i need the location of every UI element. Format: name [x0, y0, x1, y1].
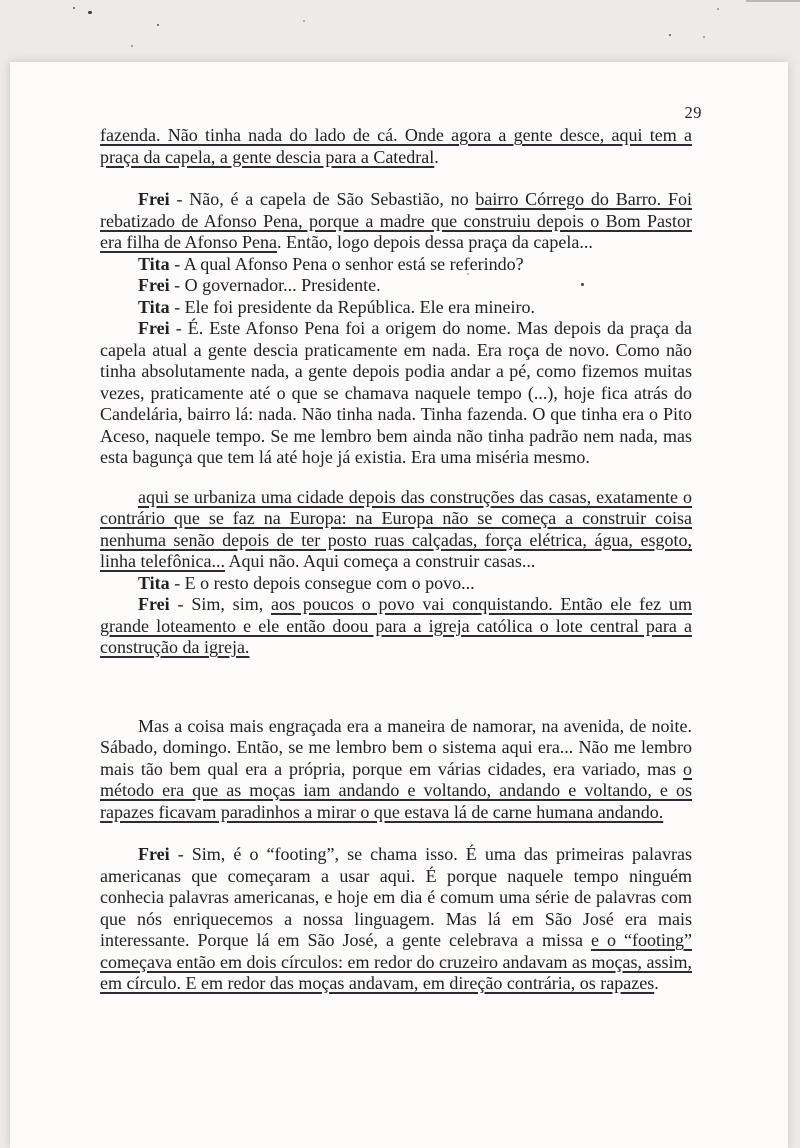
page-text: [100, 125, 692, 995]
speaker-label: Frei: [138, 318, 170, 338]
scan-speck: [717, 8, 719, 10]
speaker-label: Frei: [138, 189, 170, 209]
underlined-segment: e o “footing” começava então em dois círculos: em redor do cruzeiro andavam as moças, assim, em círculo. E em redor das moças andavam, em direção contrária, os rapazes: [100, 930, 692, 993]
text-segment: - É. Este Afonso Pena foi a origem do nome. Mas depois da praça da capela atual a gente descia praticamente em nada. Era roça de novo. Como não tinha absolutamente nada, a gente depois podia andar a pé, como fizemos muitas vezes, praticamente até o que se chamava naquele tempo (...), hoje fica atrás do Candelária, bairro lá: nada. Não tinha nada. Tinha fazenda. O que tinha era o Pito Aceso, naquele tempo. Se me lembro bem ainda não tinha padrão nem nada, mas esta bagunça que tem lá até hoje já existia. Era uma miséria mesmo.: [100, 318, 692, 467]
scan-speck: [73, 7, 75, 9]
text-segment: - Sim, sim,: [169, 594, 272, 614]
speaker-label: Tita: [138, 572, 170, 593]
text-segment: - Sim, é o “footing”, se chama isso. É uma das primeiras palavras americanas que começaram a usar aqui. É porque naquele tempo ninguém conhecia palavras americanas, e hoje em dia é comum uma série de palavras com que nós enriquecemos a nossa linguagem. Mas lá em São José era mais interessante. Porque lá em São José, a gente celebrava a missa: [100, 844, 692, 950]
text-segment: - A qual Afonso Pena o senhor está se referindo?: [169, 253, 524, 274]
dialogue-frei-loteamento: [100, 594, 692, 659]
speaker-label: Frei: [138, 275, 170, 295]
speaker-label: Frei: [138, 594, 170, 614]
paragraph-opening-continued: [100, 125, 692, 168]
scan-speck: [157, 24, 159, 26]
scan-speck: [131, 45, 133, 47]
text-segment: - E o resto depois consegue com o povo...: [169, 572, 475, 593]
dialogue-frei-governador: [100, 275, 692, 297]
scanned-page: [10, 62, 788, 1148]
dialogue-frei-capela: [100, 189, 692, 254]
underlined-segment: bairro Córrego do Barro. Foi rebatizado de Afonso Pena, porque a madre que construiu depois o Bom Pastor era filha de Afonso Pena: [100, 189, 692, 252]
speaker-label: Tita: [138, 296, 170, 317]
scan-speck: [703, 36, 705, 38]
speaker-label: Tita: [138, 253, 170, 274]
paragraph-namoro-avenida: [100, 716, 692, 824]
dialogue-tita-presidente: [100, 297, 692, 319]
underlined-segment: aos poucos o povo vai conquistando. Então ele fez um grande loteamento e ele então doou para a igreja católica o lote central para a construção da igreja.: [100, 594, 692, 657]
text-segment: Mas a coisa mais engraçada era a maneira de namorar, na avenida, de noite. Sábado, domingo. Então, se me lembro bem o sistema aqui era... Não me lembro mais tão bem qual era a própria, porque em várias cidades, era variado, mas: [100, 715, 692, 779]
text-segment: - O governador... Presidente.: [169, 275, 381, 295]
scan-edge-smudge: [746, 0, 800, 2]
paragraph-urbanizacao: [100, 487, 692, 573]
text-segment: . Então, logo depois dessa praça da capela...: [276, 232, 593, 252]
scan-speck: [303, 20, 305, 22]
scan-speck: [88, 11, 92, 14]
text-segment: .: [654, 973, 659, 993]
underlined-segment: o método era que as moças iam andando e voltando, andando e voltando, e os rapazes ficavam paradinhos a mirar o que estava lá de carne humana andando.: [100, 758, 692, 822]
page-number: 29: [684, 103, 702, 122]
text-segment: Aqui não. Aqui começa a construir casas...: [224, 551, 536, 571]
dialogue-frei-footing: [100, 844, 692, 995]
underlined-segment: aqui se urbaniza uma cidade depois das construções das casas, exatamente o contrário que se faz na Europa: na Europa não se começa a construir coisa nenhuma senão depois de ter posto ruas calçadas, força elétrica, água, esgoto, linha telefônica...: [100, 486, 692, 571]
text-segment: - Não, é a capela de São Sebastião, no: [169, 189, 476, 209]
dialogue-tita-question: [100, 254, 692, 276]
speaker-label: Frei: [138, 844, 170, 864]
scan-speck: [669, 34, 671, 36]
dialogue-frei-origem-nome: [100, 318, 692, 469]
text-segment: .: [434, 146, 439, 167]
dialogue-tita-povo: [100, 573, 692, 595]
text-segment: - Ele foi presidente da República. Ele era mineiro.: [169, 296, 536, 317]
underlined-segment: fazenda. Não tinha nada do lado de cá. Onde agora a gente desce, aqui tem a praça da capela, a gente descia para a Catedral: [100, 125, 692, 167]
